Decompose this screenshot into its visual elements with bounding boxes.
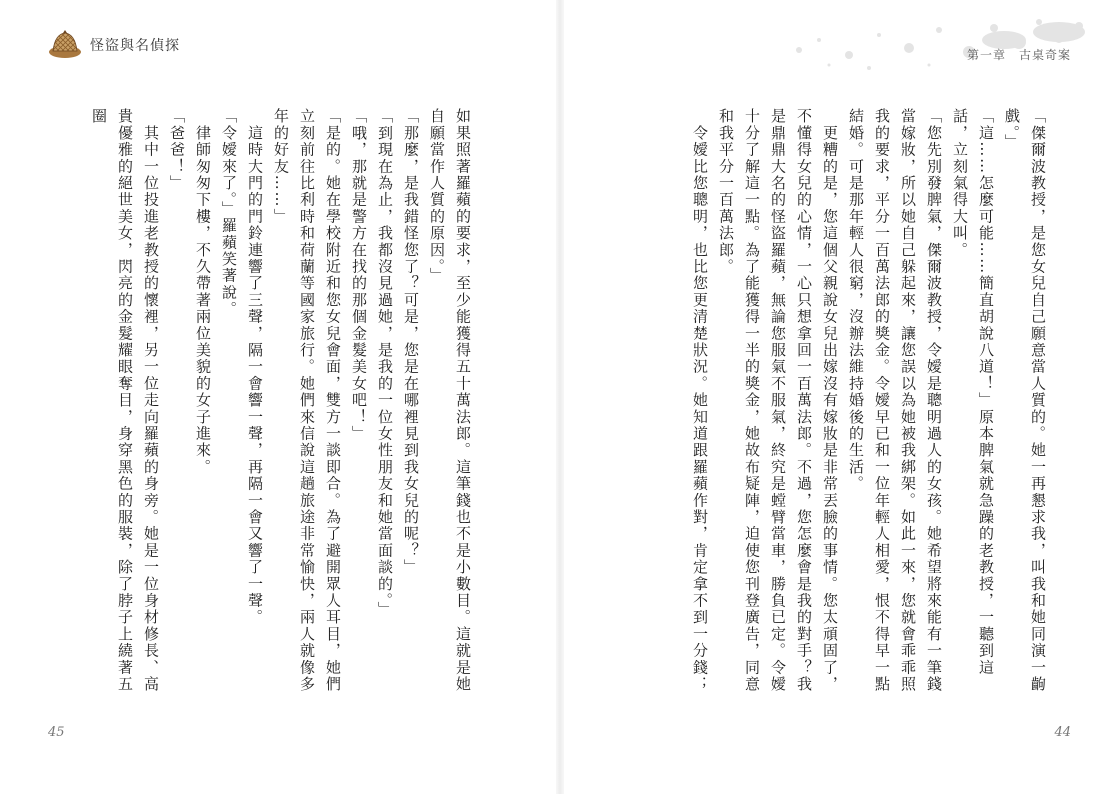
page-number-left: 45 — [48, 725, 65, 740]
chapter-header: 第一章 古桌奇案 — [966, 48, 1071, 62]
paragraph: 「是的。她在學校附近和您女兒會面，雙方一談即合。為了避開眾人耳目，她們立刻前往比利時和荷蘭等國家旅行。她們來信說這趟旅途非常愉快，兩人就像多年的好友……」 — [272, 108, 342, 693]
paragraph: 「傑爾波教授，是您女兒自己願意當人質的。她一再懇求我，叫我和她同演一齣戲。」 — [1003, 108, 1047, 693]
paragraph: 其中一位投進老教授的懷裡，另一位走向羅蘋的身旁。她是一位身材修長、高貴優雅的絕世美女，閃亮的金髮耀眼奪目，身穿黑色的服裝，除了脖子上繞著五圈 — [90, 108, 160, 693]
paragraph: 「令嬡來了。」羅蘋笑著說。 — [220, 108, 238, 318]
paragraph: 「到現在為止，我都沒見過她，是我的一位女性朋友和她當面談的。」 — [376, 108, 394, 619]
paragraph: 「爸爸！」 — [168, 108, 186, 192]
paragraph: 更糟的是，您這個父親說女兒出嫁沒有嫁妝是非常丟臉的事情。您太頑固了，不懂得女兒的心情，一心只想拿回一百萬法郎。不過，您怎麼會是我的對手？我是鼎鼎大名的怪盜羅蘋，無論您服氣不服氣，終究是螳臂當車，勝負已定。令嬡十分了解這一點。為了能獲得一半的獎金，她故布疑陣，迫使您刊登廣告，同意和我平分一百萬法郎。 — [717, 108, 839, 693]
book-title: 怪盜與名偵探 — [90, 38, 180, 54]
paragraph: 「您先別發脾氣，傑爾波教授，令嬡是聰明過人的女孩。她希望將來能有一筆錢當嫁妝，所以她自己躲起來，讓您誤以為她被我綁架。如此一來，您就會乖乖照我的要求，平分一百萬法郎的獎金。令嬡早已和一位年輕人相愛，恨不得早一點結婚。可是那年輕人很窮，沒辦法維持婚後的生活。 — [847, 108, 943, 693]
running-header-left — [48, 30, 180, 60]
paragraph: 「那麼，是我錯怪您了？可是，您是在哪裡見到我女兒的呢？」 — [402, 108, 420, 576]
paragraph: 這時大門的門鈴連響了三聲，隔一會響一聲，再隔一會又響了一聲。 — [246, 108, 264, 626]
detective-hat-icon — [48, 30, 82, 60]
ink-splatter-decoration — [739, 10, 1099, 80]
left-page-text — [68, 108, 476, 708]
page-number-right: 44 — [1054, 725, 1071, 740]
paragraph: 律師匆匆下樓，不久帶著兩位美貌的女子進來。 — [194, 108, 212, 476]
paragraph: 「這……怎麼可能……簡直胡說八道！」原本脾氣就急躁的老教授，一聽到這話，立刻氣得大叫。 — [951, 108, 995, 676]
right-page-text — [643, 108, 1051, 708]
paragraph: 如果照著羅蘋的要求，至少能獲得五十萬法郎。這筆錢也不是小數目。這就是她自願當作人質的原因。」 — [428, 108, 472, 693]
page-gutter — [556, 0, 564, 794]
paragraph: 「哦，那就是警方在找的那個金髮美女吧！」 — [350, 108, 368, 442]
paragraph: 令嬡比您聰明，也比您更清楚狀況。她知道跟羅蘋作對，肯定拿不到一分錢； — [691, 108, 709, 693]
